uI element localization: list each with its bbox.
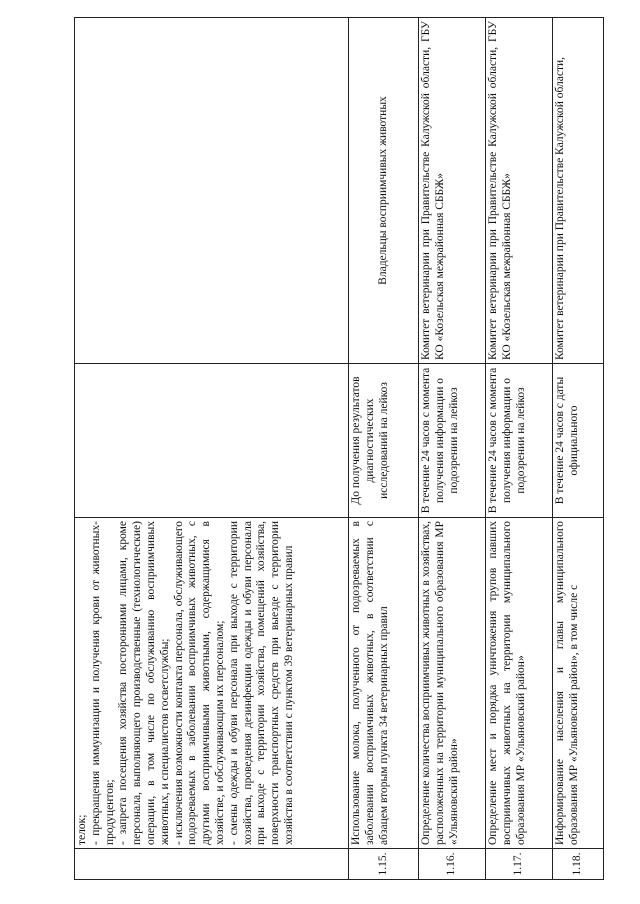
action-cell: Использование молока, полученного от подозреваемых в заболевании восприимчивых животных, в соответствии с абзацем вторым пункта 34 ветеринарных правил — [349, 518, 419, 849]
term-cell: В течение 24 часов с даты официального — [553, 364, 604, 518]
responsible-cell: Комитет ветеринарии при Правительстве Калужской области, ГБУ КО «Козельская межрайонная СББЖ» — [419, 18, 486, 364]
action-cell — [75, 518, 349, 849]
action-cell: Определение количества восприимчивых животных в хозяйствах, расположенных на территории муниципального образования МР «Ульяновский район» — [419, 518, 486, 849]
action-line: - запрета посещения хозяйства посторонними лицами, кроме персонала, выполняющего производственные (технологические) операции, в том числе по обслуживанию восприимчивых животных, и специалистов госветслужбы; — [117, 521, 171, 845]
responsible-cell — [75, 18, 349, 364]
responsible-cell: Комитет ветеринарии при Правительстве Калужской области, ГБУ КО «Козельская межрайонная СББЖ» — [486, 18, 553, 364]
term-cell: До получения результатов диагностических исследований на лейкоз — [349, 364, 419, 518]
table-row — [349, 18, 419, 880]
table-row — [419, 18, 486, 880]
action-line: - смены одежды и обуви персонала при выходе с территории хозяйства, проведения дезинфекции одежды и обуви персонала при выходе с территории хозяйства, помещений хозяйства, поверхности транспортных средств при выезде с территории хозяйства в соответствии с пунктом 39 ветеринарных правил — [227, 521, 295, 845]
row-number-cell: 1.18. — [553, 849, 604, 880]
table-row — [553, 18, 604, 880]
row-number-cell: 1.16. — [419, 849, 486, 880]
term-cell: В течение 24 часов с момента получения информации о подозрении на лейкоз — [486, 364, 553, 518]
action-cell: Определение мест и порядка уничтожения трупов павших восприимчивых животных на территории муниципального образования МР «Ульяновский район» — [486, 518, 553, 849]
veterinary-measures-table — [74, 17, 604, 880]
action-line: телок; — [76, 814, 88, 845]
term-cell — [75, 364, 349, 518]
action-line: - исключения возможности контакта персонала, обслуживающего подозреваемых в заболевании восприимчивых животных, с другими восприимчивыми животными, содержащимися в хозяйстве, и обслуживающим их персоналом; — [172, 521, 226, 845]
row-number-cell: 1.17. — [486, 849, 553, 880]
row-number-cell: 1.15. — [349, 849, 419, 880]
term-cell: В течение 24 часов с момента получения информации о подозрении на лейкоз — [419, 364, 486, 518]
action-cell: Информирование населения и главы муниципального образования МР «Ульяновский район», в том числе с — [553, 518, 604, 849]
row-number-cell — [75, 849, 349, 880]
table-row — [75, 18, 349, 880]
action-line: - прекращения иммунизации и получения крови от животных-продуцентов; — [89, 521, 116, 845]
responsible-cell: Владельцы восприимчивых животных — [349, 18, 419, 364]
rotated-table-wrapper — [74, 18, 603, 880]
responsible-cell: Комитет ветеринарии при Правительстве Калужской области, — [553, 18, 604, 364]
table-row — [486, 18, 553, 880]
